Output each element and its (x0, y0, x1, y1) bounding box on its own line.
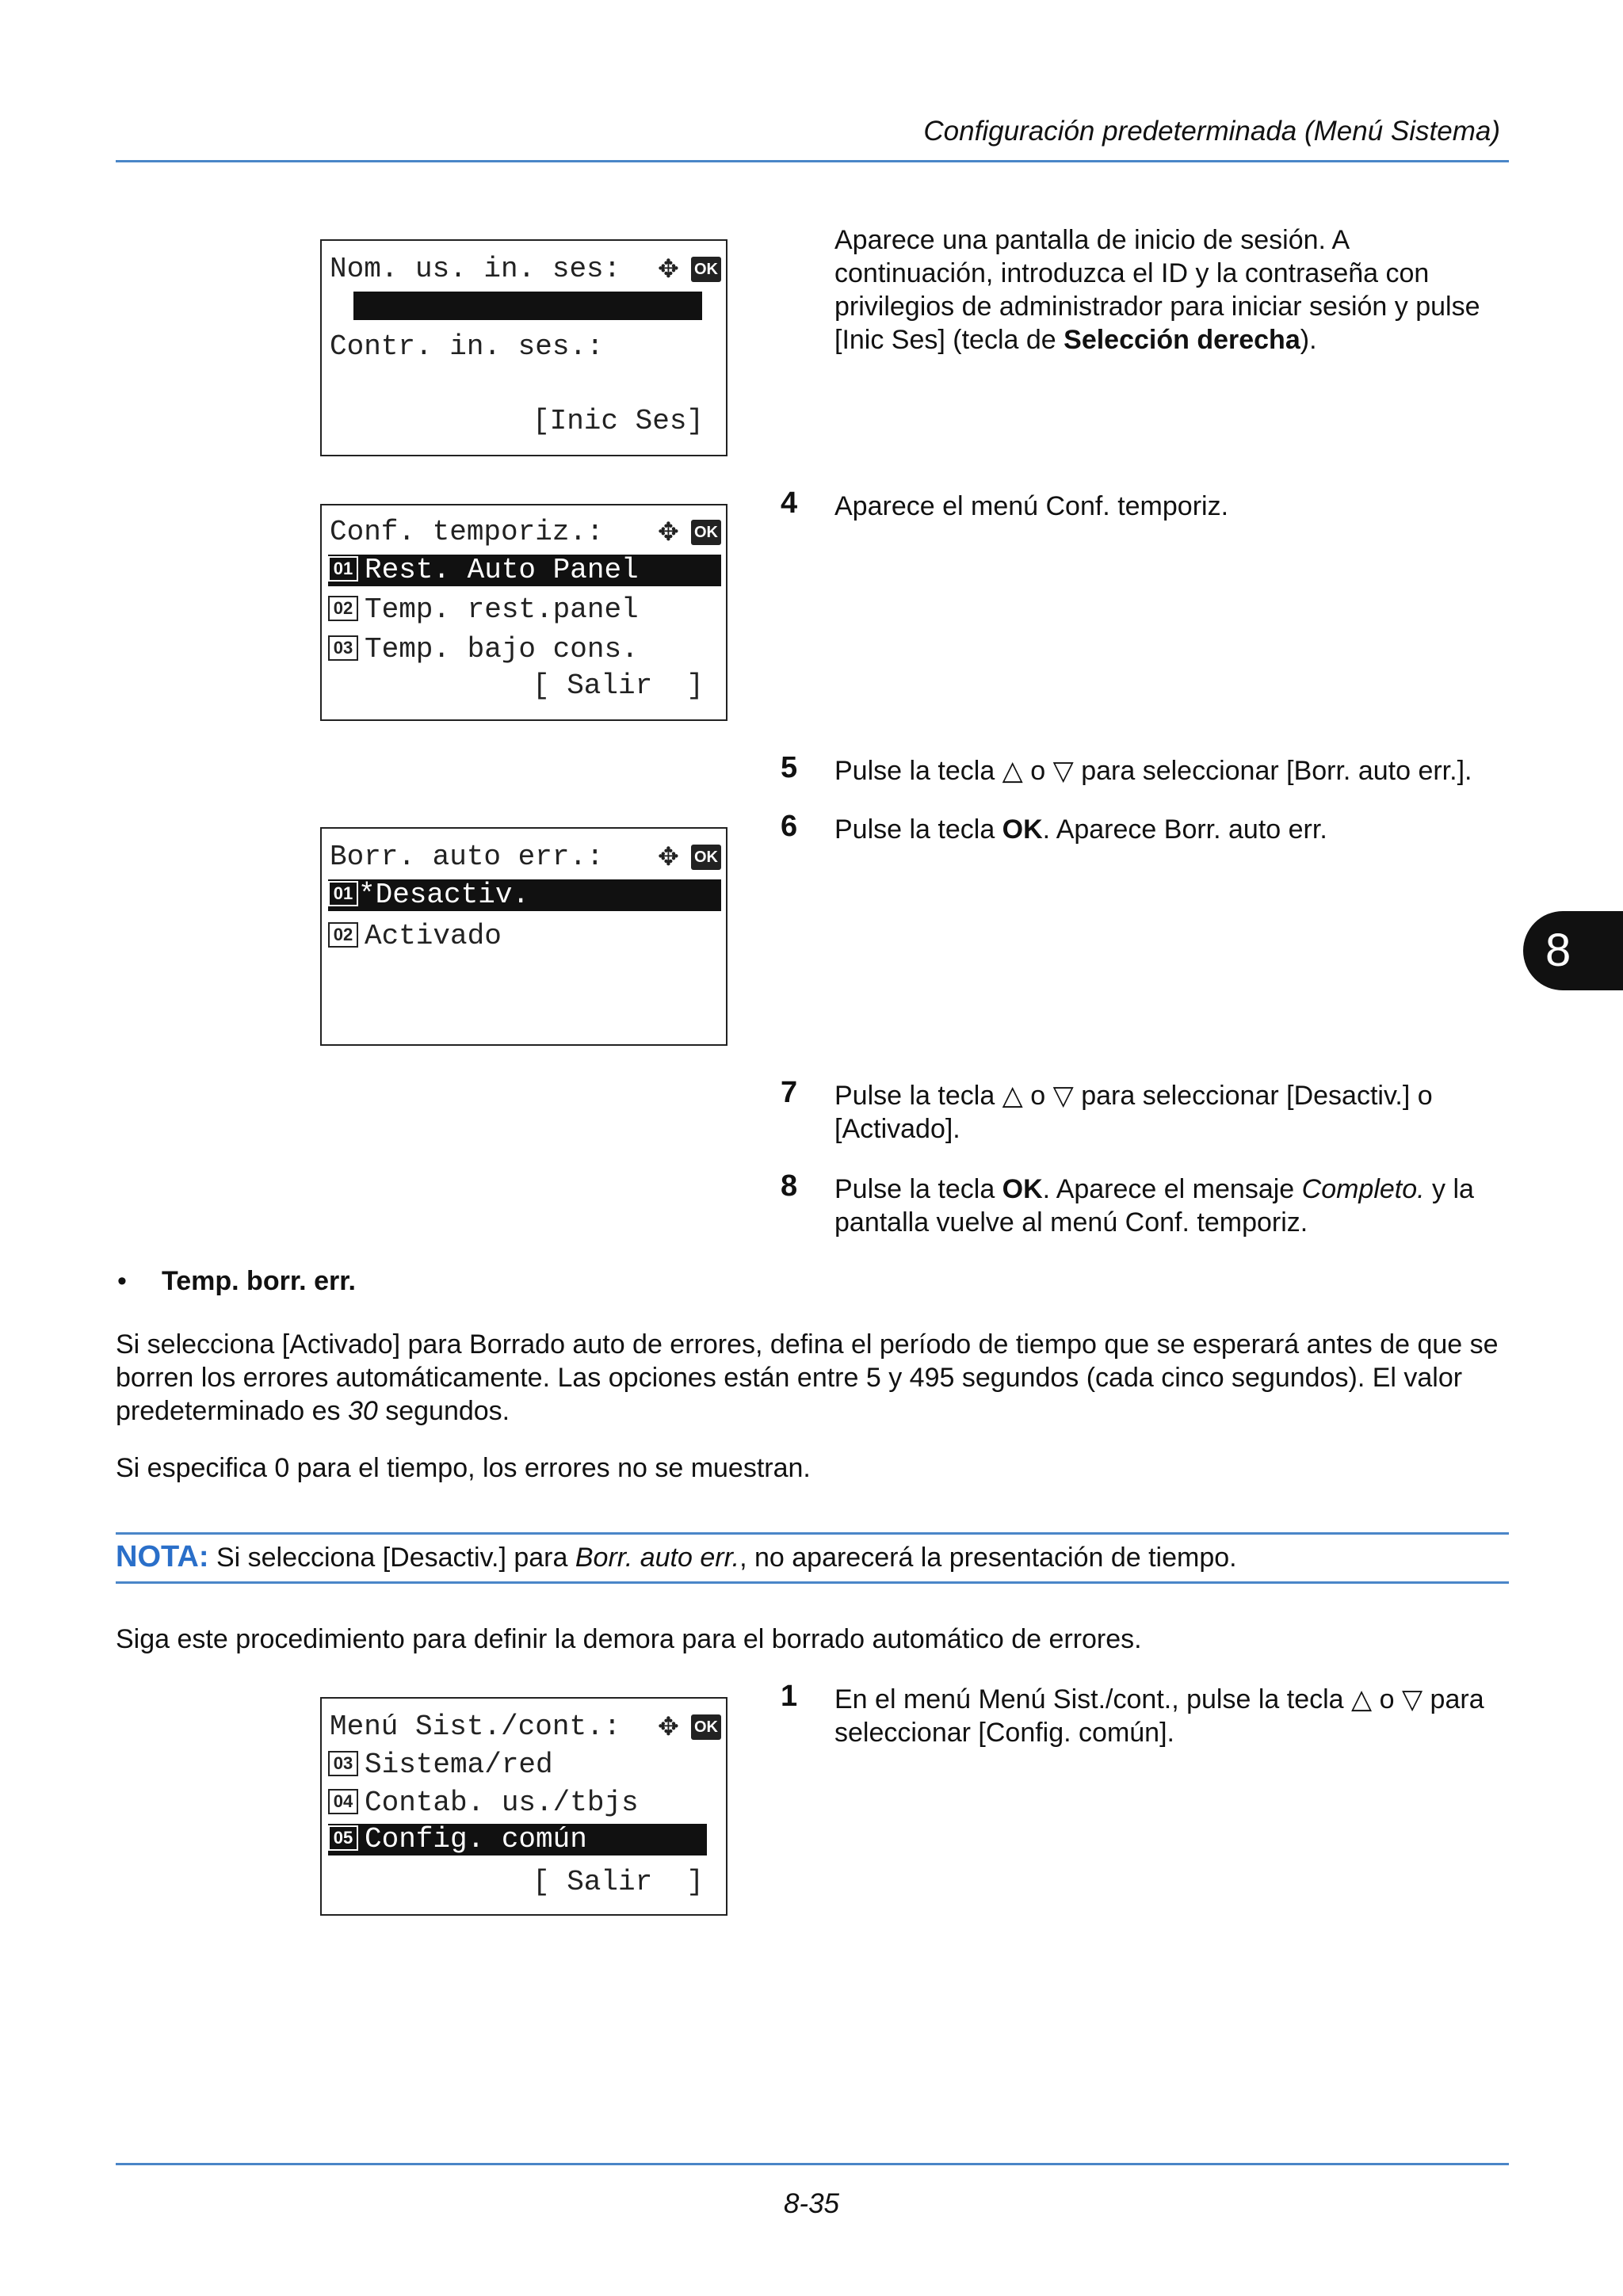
step-number: 1 (781, 1680, 798, 1713)
auto-error-title: Borr. auto err.: (330, 841, 604, 873)
lcd-login-screen (320, 239, 727, 456)
procedure-intro: Siga este procedimiento para definir la demora para el borrado automático de errores. (116, 1624, 1142, 1654)
menu-item-selected: 01 *Desactiv. (328, 879, 721, 911)
menu-item: 02 Activado (328, 919, 502, 954)
menu-item-selected: 05 Config. común (328, 1824, 707, 1855)
login-instructions: Aparece una pantalla de inicio de sesión. A continuación, introduzca el ID y la contraseña con privilegios de administrador para iniciar sesión y pulse [Inic Ses] (tecla de Selección derecha). (834, 225, 1480, 355)
bullet: • (117, 1266, 127, 1296)
username-input-field (353, 292, 702, 320)
menu-item: 02 Temp. rest.panel (328, 593, 639, 627)
step-text: Pulse la tecla △ o ▽ para seleccionar [Desactiv.] o [Activado]. (834, 1081, 1433, 1144)
navigation-arrows-icon: ✥ (658, 841, 679, 871)
login-username-label: Nom. us. in. ses: (330, 253, 621, 285)
step-number: 5 (781, 751, 798, 784)
exit-softkey-label: [ Salir ] (533, 1866, 705, 1898)
section-paragraph: Si especifica 0 para el tiempo, los errores no se muestran. (116, 1453, 811, 1483)
chapter-tab: 8 (1523, 911, 1623, 990)
lcd-auto-error-screen (320, 827, 727, 1046)
system-menu-title: Menú Sist./cont.: (330, 1711, 621, 1743)
ok-key-icon: OK (691, 845, 721, 870)
header-divider (116, 160, 1509, 162)
step-number: 4 (781, 486, 798, 520)
step-text: Pulse la tecla OK. Aparece el mensaje Completo. y la pantalla vuelve al menú Conf. temporiz. (834, 1174, 1474, 1238)
ok-key-icon: OK (691, 520, 721, 545)
menu-item: 03 Temp. bajo cons. (328, 632, 639, 667)
step-text: En el menú Menú Sist./cont., pulse la tecla △ o ▽ para seleccionar [Config. común]. (834, 1684, 1484, 1748)
note: NOTA: Si selecciona [Desactiv.] para Borr. auto err., no aparecerá la presentación de tiempo. (116, 1540, 1237, 1573)
step-text: Aparece el menú Conf. temporiz. (834, 491, 1229, 521)
navigation-arrows-icon: ✥ (658, 517, 679, 547)
step-text: Pulse la tecla OK. Aparece Borr. auto err. (834, 814, 1327, 845)
step-number: 7 (781, 1076, 798, 1109)
menu-item: 03 Sistema/red (328, 1748, 553, 1783)
ok-key-icon: OK (691, 257, 721, 282)
menu-item: 04 Contab. us./tbjs (328, 1786, 639, 1821)
ok-key-icon: OK (691, 1714, 721, 1740)
page-number: 8-35 (783, 2188, 840, 2219)
lcd-system-menu-screen (320, 1697, 727, 1916)
exit-softkey-label: [ Salir ] (533, 669, 705, 702)
lcd-timer-menu-screen (320, 504, 727, 721)
timer-menu-title: Conf. temporiz.: (330, 516, 604, 548)
login-password-label: Contr. in. ses.: (330, 330, 604, 363)
page-header-title: Configuración predeterminada (Menú Sistema) (923, 116, 1500, 147)
note-top-divider (116, 1532, 1509, 1535)
footer-divider (116, 2163, 1509, 2165)
step-number: 8 (781, 1169, 798, 1203)
navigation-arrows-icon: ✥ (658, 254, 679, 284)
step-text: Pulse la tecla △ o ▽ para seleccionar [Borr. auto err.]. (834, 756, 1472, 786)
menu-item-selected: 01 Rest. Auto Panel (328, 555, 721, 586)
section-heading: Temp. borr. err. (162, 1266, 357, 1296)
note-label: NOTA: (116, 1540, 209, 1573)
navigation-arrows-icon: ✥ (658, 1711, 679, 1741)
note-bottom-divider (116, 1581, 1509, 1584)
login-softkey-label: [Inic Ses] (533, 405, 705, 437)
section-paragraph: Si selecciona [Activado] para Borrado auto de errores, defina el período de tiempo que se esperará antes de que se borren los errores automáticamente. Las opciones están entre 5 y 495 segundos (cada cinco segundos). El valor predeterminado es 30 segundos. (116, 1329, 1499, 1426)
step-number: 6 (781, 810, 798, 843)
